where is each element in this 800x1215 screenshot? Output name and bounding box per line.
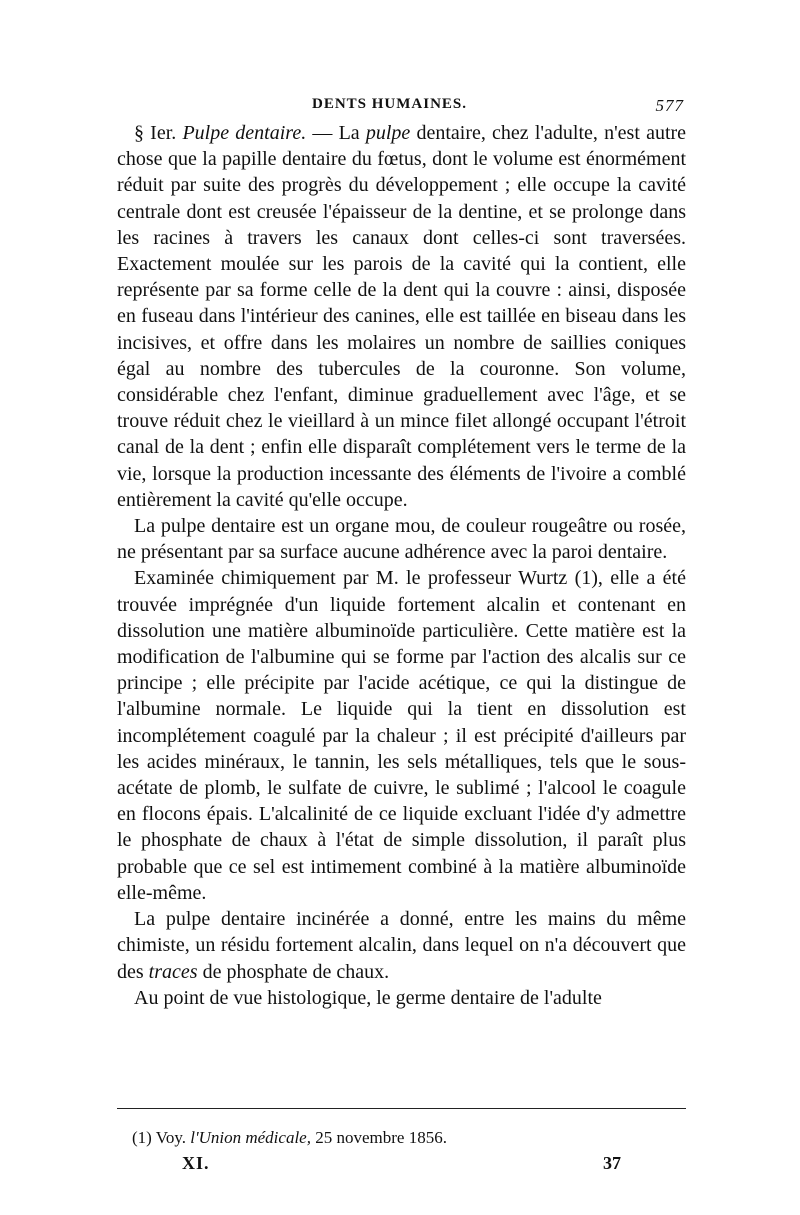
sheet-number: 37: [603, 1153, 621, 1173]
footnote-prefix: (1) Voy.: [132, 1128, 191, 1147]
footnote-journal: l'Union médicale,: [190, 1128, 311, 1147]
paragraph-histologie: Au point de vue histologique, le germe dentaire de l'adulte: [134, 986, 602, 1009]
main-text: [117, 120, 686, 1011]
running-header: [117, 96, 686, 120]
paragraph-pulpe-dentaire: [117, 120, 686, 513]
heading-dash: — La: [306, 122, 366, 144]
footnote-date: 25 novembre 1856.: [310, 1128, 447, 1147]
paragraph-text: dentaire, chez l'adulte, n'est autre chose que la papille dentaire du fœtus, dont le volume est énormément réduit par suite des progrès du développement ; elle occupe la cavité centrale dont est creusée l'épaisseur de la dentine, et se prolonge dans les racines à travers les canaux dont celles-ci sont traversées. Exactement moulée sur les parois de la cavité qui la contient, elle représente par sa forme celle de la dent qui la couvre : ainsi, disposée en fuseau dans l'intérieur des canines, elle est taillée en biseau dans les incisives, et offre dans les molaires un nombre de saillies coniques égal au nombre des tubercules de la couronne. Son volume, considérable chez l'enfant, diminue graduellement avec l'âge, et se trouve réduit chez le vieillard à un mince filet allongé occupant l'étroit canal de la dent ; enfin elle disparaît complétement vers le terme de la vie, lorsque la production incessante des éléments de l'ivoire a comblé entièrement la cavité qu'elle occupe.: [117, 122, 687, 511]
section-heading: Pulpe dentaire.: [182, 122, 307, 144]
paragraph-incineration: [117, 906, 686, 985]
italic-term-pulpe: pulpe: [365, 122, 411, 144]
book-page: [117, 0, 686, 1215]
section-mark: § Ier.: [134, 122, 177, 144]
italic-term-traces: traces: [148, 960, 198, 983]
footnote-rule: [117, 1108, 686, 1109]
paragraph-text-before: La pulpe dentaire incinérée a donné, entre les mains du même chimiste, un résidu fortement alcalin, dans lequel on n'a découvert que des: [117, 908, 686, 983]
paragraph-analyse-chimique: Examinée chimiquement par M. le professeur Wurtz (1), elle a été trouvée imprégnée d'un liquide fortement alcalin et contenant en dissolution une matière albuminoïde particulière. Cette matière est la modification de l'albumine qui se forme par l'action des alcalis sur ce principe ; elle précipite par l'acide acétique, ce qui la distingue de l'albumine normale. Le liquide qui la tient en dissolution est incomplétement coagulé par la chaleur ; il est précipité d'ailleurs par les acides minéraux, le tannin, les sels métalliques, tels que le sous-acétate de plomb, le sulfate de cuivre, le sublimé ; l'alcool le coagule en flocons épais. L'alcalinité de ce liquide excluant l'idée d'y admettre le phosphate de chaux à l'état de simple dissolution, il paraît plus probable que ce sel est intimement combiné à la matière albuminoïde elle-même.: [117, 567, 686, 904]
paragraph-text-after: de phosphate de chaux.: [197, 960, 390, 983]
page-number: 577: [655, 96, 684, 115]
signature-mark: XI.: [182, 1153, 210, 1173]
paragraph-organe-mou: La pulpe dentaire est un organe mou, de couleur rougeâtre ou rosée, ne présentant par sa surface aucune adhérence avec la paroi dentaire.: [117, 515, 686, 564]
footnote: [132, 1128, 672, 1148]
running-title: DENTS HUMAINES.: [312, 96, 468, 112]
